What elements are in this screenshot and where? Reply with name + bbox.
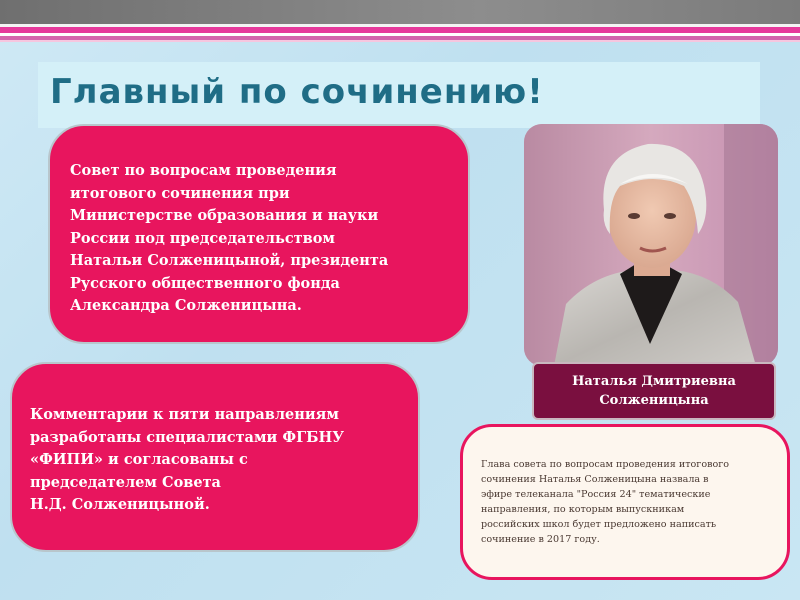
person-name-caption [532, 362, 776, 420]
portrait-photo [524, 124, 778, 366]
quote-line: сочинения Наталья Солженицына назвала в [481, 474, 709, 485]
quote-line: эфире телеканала "Россия 24" тематические [481, 489, 711, 500]
top-gray-bar [0, 0, 800, 24]
council-text-line: итогового сочинения при [70, 184, 290, 202]
comments-text-line: Н.Д. Солженицыной. [30, 496, 210, 513]
comments-text-line: председателем Совета [30, 473, 221, 491]
slide-title: Главный по сочинению! [50, 72, 544, 112]
quote-line: направления, по которым выпускникам [481, 504, 685, 515]
comments-info-box [10, 362, 420, 552]
council-info-box [48, 124, 470, 344]
council-text-line: Совет по вопросам проведения [70, 162, 337, 179]
quote-line: Глава совета по вопросам проведения итогового [481, 459, 730, 470]
council-text-line: Русского общественного фонда [70, 274, 340, 292]
portrait-illustration [524, 124, 778, 366]
quote-line: российских школ будет предложено написать [481, 519, 717, 530]
person-name-line: Наталья Дмитриевна [572, 374, 736, 389]
person-name-line: Солженицына [599, 393, 709, 408]
comments-text-line: разработаны специалистами ФГБНУ [30, 428, 344, 446]
quote-line: сочинение в 2017 году. [481, 534, 600, 545]
comments-text-line: Комментарии к пяти направлениям [30, 406, 339, 423]
decor-stripe [0, 40, 800, 42]
quote-box [460, 424, 790, 580]
council-text-line: Натальи Солженицыной, президента [70, 252, 389, 269]
council-text-line: России под председательством [70, 229, 335, 247]
council-text-line: Министерстве образования и науки [70, 207, 379, 224]
comments-text-line: «ФИПИ» и согласованы с [30, 451, 248, 468]
council-text-line: Александра Солженицына. [70, 297, 302, 314]
